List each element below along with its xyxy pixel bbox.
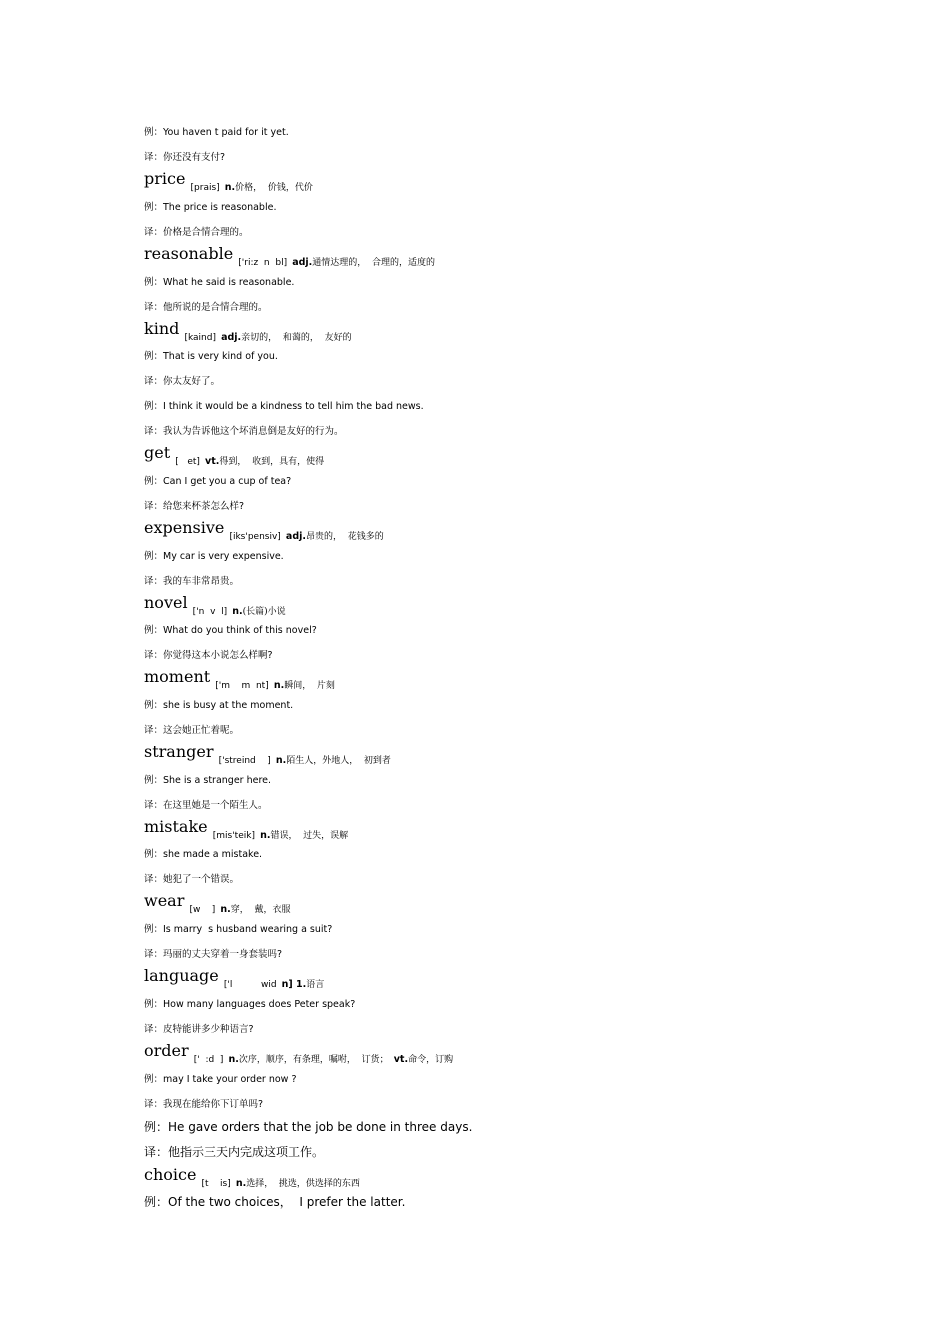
headword: moment <box>144 667 211 686</box>
headword: order <box>144 1041 189 1060</box>
vocab-entry <box>144 742 391 766</box>
headword: reasonable <box>144 244 234 263</box>
example-sentence: 例：may I take your order now ? <box>144 1074 297 1085</box>
part-of-speech: vt. <box>393 1054 409 1065</box>
phonetic: [iks'pensiv] <box>229 532 281 542</box>
translation-line: 译：他指示三天内完成这项工作。 <box>144 1145 325 1159</box>
part-of-speech: n. <box>228 1054 239 1065</box>
example-sentence: 例：she is busy at the moment. <box>144 700 294 711</box>
translation-line: 译：在这里她是一个陌生人。 <box>144 800 268 811</box>
meaning: 通情达理的， 合理的，适度的 <box>312 258 435 268</box>
example-sentence: 例：Can I get you a cup of tea? <box>144 476 292 487</box>
part-of-speech: adj. <box>292 257 313 268</box>
phonetic: ['l wid <box>223 980 277 990</box>
vocab-entry <box>144 244 435 268</box>
headword: get <box>144 443 171 462</box>
meaning: 错误， 过失，误解 <box>270 831 349 841</box>
meaning: 亲切的， 和蔼的， 友好的 <box>241 333 352 343</box>
phonetic: ['m m nt] <box>215 681 269 691</box>
meaning: 穿， 戴，衣服 <box>230 905 291 915</box>
translation-line: 译：你还没有支付? <box>144 152 226 163</box>
headword: language <box>144 966 219 985</box>
phonetic: [mis'teik] <box>212 831 255 841</box>
part-of-speech: n. <box>224 182 236 193</box>
example-sentence: 例：That is very kind of you. <box>144 351 278 362</box>
meaning: 语言 <box>306 980 325 990</box>
meaning: 价格， 价钱，代价 <box>235 183 313 193</box>
vocab-entry <box>144 443 325 467</box>
vocab-entry <box>144 518 384 542</box>
part-of-speech: n. <box>235 1178 247 1189</box>
part-of-speech: adj. <box>221 332 242 343</box>
translation-line: 译：他所说的是合情合理的。 <box>144 302 268 313</box>
translation-line: 译：她犯了一个错误。 <box>144 874 240 885</box>
translation-line: 译：皮特能讲多少种语言? <box>144 1024 254 1035</box>
example-sentence: 例：she made a mistake. <box>144 849 263 860</box>
vocab-entry <box>144 593 286 617</box>
phonetic: ['streind ] <box>218 756 271 766</box>
meaning: 陌生人，外地人， 初到者 <box>286 756 391 766</box>
meaning: 昂贵的， 花钱多的 <box>305 532 384 542</box>
phonetic: ['n v l] <box>192 607 228 617</box>
vocab-entry <box>144 169 313 193</box>
headword: expensive <box>144 518 225 537</box>
example-sentence: 例：Is marry s husband wearing a suit? <box>144 924 333 935</box>
meaning: 选择， 挑选，供选择的东西 <box>246 1179 360 1189</box>
vocab-entry <box>144 1165 360 1189</box>
translation-line: 译：我认为告诉他这个坏消息倒是友好的行为。 <box>144 426 344 437</box>
part-of-speech: vt. <box>205 456 220 467</box>
translation-line: 译：玛丽的丈夫穿着一身套装吗? <box>144 949 283 960</box>
example-sentence: 例：I think it would be a kindness to tell him the bad news. <box>144 401 424 412</box>
vocab-entry <box>144 966 325 990</box>
meaning: 命令，订购 <box>408 1055 454 1065</box>
example-sentence: 例：How many languages does Peter speak? <box>144 999 356 1010</box>
part-of-speech: n] 1. <box>281 979 307 990</box>
meaning: 次序，顺序，有条理，嘱咐， 订货； <box>238 1055 389 1065</box>
example-sentence: 例：He gave orders that the job be done in three days. <box>144 1120 473 1134</box>
vocab-entry <box>144 667 335 691</box>
headword: stranger <box>144 742 214 761</box>
translation-line: 译：你觉得这本小说怎么样啊? <box>144 650 273 661</box>
translation-line: 译：你太友好了。 <box>144 376 221 387</box>
vocab-entry <box>144 891 291 915</box>
headword: price <box>144 169 186 188</box>
translation-line: 译：我现在能给你下订单吗? <box>144 1099 264 1110</box>
vocab-entry <box>144 319 352 343</box>
part-of-speech: n. <box>273 680 285 691</box>
example-sentence: 例：The price is reasonable. <box>144 202 277 213</box>
translation-line: 译：价格是合情合理的。 <box>144 227 249 238</box>
meaning: (长篇)小说 <box>242 607 286 617</box>
phonetic: [ et] <box>175 457 200 467</box>
phonetic: [t is] <box>201 1179 231 1189</box>
example-sentence: 例：My car is very expensive. <box>144 551 284 562</box>
translation-line: 译：这会她正忙着呢。 <box>144 725 240 736</box>
translation-line: 译：给您来杯茶怎么样? <box>144 501 245 512</box>
phonetic: [' :d ] <box>193 1055 224 1065</box>
example-sentence: 例：You haven t paid for it yet. <box>144 127 289 138</box>
part-of-speech: n. <box>232 606 243 617</box>
part-of-speech: n. <box>260 830 271 841</box>
example-sentence: 例：What he said is reasonable. <box>144 277 295 288</box>
part-of-speech: n. <box>220 904 231 915</box>
headword: wear <box>144 891 185 910</box>
phonetic: [kaind] <box>184 333 216 343</box>
example-sentence: 例：She is a stranger here. <box>144 775 272 786</box>
vocab-entry <box>144 1041 454 1065</box>
part-of-speech: adj. <box>285 531 306 542</box>
headword: mistake <box>144 817 208 836</box>
vocab-entry <box>144 817 349 841</box>
meaning: 瞬间， 片刻 <box>284 681 335 691</box>
meaning: 得到， 收到，具有，使得 <box>219 457 325 467</box>
part-of-speech: n. <box>275 755 287 766</box>
phonetic: [prais] <box>190 183 220 193</box>
translation-line: 译：我的车非常昂贵。 <box>144 576 240 587</box>
headword: kind <box>144 319 180 338</box>
headword: novel <box>144 593 188 612</box>
phonetic: ['ri:z n bl] <box>238 258 288 268</box>
phonetic: [w ] <box>189 905 216 915</box>
example-sentence: 例：What do you think of this novel? <box>144 625 317 636</box>
example-sentence: 例：Of the two choices， I prefer the latter. <box>144 1195 406 1209</box>
headword: choice <box>144 1165 197 1184</box>
